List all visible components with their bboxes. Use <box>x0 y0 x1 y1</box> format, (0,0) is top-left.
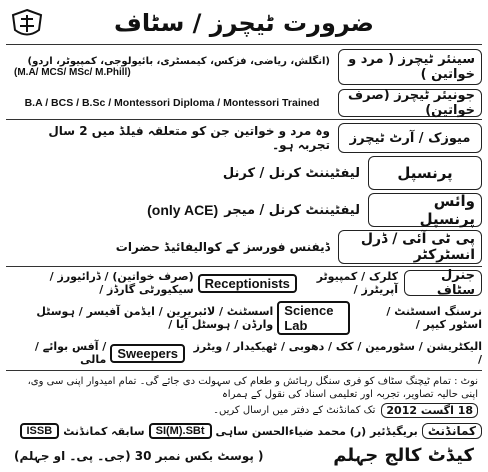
staff-line: کلرک / کمپیوٹر آپریٹرز / Receptionists (صرف خواتین) / ڈرائیورز / سیکیورٹی گارڈز / <box>49 270 398 296</box>
position-label: پرنسپل <box>368 156 482 190</box>
position-label: میوزک / آرٹ ٹیچرز <box>338 123 482 153</box>
position-label: سینئر ٹیچرز ( مرد و خواتین ) <box>338 49 482 85</box>
staff-line: نرسنگ اسسٹنٹ / اسٹور کیپر / Science Lab اسسٹنٹ / لائبریرین / ایڈمن آفیسر / ہوسٹل وارڈن / ہوسٹل آیا / <box>36 303 482 333</box>
commandant-name: بریگیڈئیر (ر) محمد ضیاءالحسن ساہی <box>215 424 418 438</box>
note-text: تک کمانڈنٹ کے دفتر میں ارسال کریں۔ <box>213 405 376 416</box>
position-label: جونیئر ٹیچرز (صرف خواتین) <box>338 89 482 117</box>
deadline-date: 18 اگست 2012 <box>381 403 478 418</box>
position-detail: ڈیفنس فورسز کے کوالیفائیڈ حضرات <box>115 240 330 254</box>
college-address: ( پوسٹ بکس نمبر 30 (جی۔ پی۔ او جہلم) <box>14 448 264 463</box>
commandant-credentials: SI(M).SBt <box>149 423 212 439</box>
position-label: پی ٹی آئی / ڈرل انسٹرکٹر <box>338 230 482 264</box>
position-row <box>6 156 482 190</box>
page-title: ضرورت ٹیچرز / سٹاف <box>114 9 374 37</box>
position-label: وائس پرنسپل <box>368 193 482 227</box>
position-detail: لیفٹیننٹ کرنل / میجر (only ACE) <box>147 202 360 218</box>
position-detail: لیفٹیننٹ کرنل / کرنل <box>222 165 360 181</box>
note-section <box>6 373 482 420</box>
position-row <box>6 89 482 117</box>
staff-line: الیکٹریشن / سٹورمین / کک / دھوبی / ٹھیکیدار / ویٹرز / Sweepers / آفس بوائے / مالی <box>34 340 482 366</box>
position-detail: وہ مرد و خواتین جن کو متعلقہ فیلڈ میں 2 سال تجربہ ہو۔ <box>48 124 330 152</box>
college-name: کیڈٹ کالج جہلم <box>333 445 474 466</box>
commandant-label: کمانڈنٹ <box>422 423 482 439</box>
note-text: نوٹ : تمام ٹیچنگ سٹاف کو فری سنگل رہائش و طعام کی سہولت دی جائے گی۔ تمام امیدوار اپنی سی وی، اپنی حالیہ تصاویر، تجربہ اور تعلیمی اسناد کی نقول کے ہمراہ <box>27 376 478 400</box>
divider <box>6 266 482 267</box>
position-row <box>6 123 482 153</box>
ad-header <box>6 4 482 42</box>
issb-badge: ISSB <box>20 423 60 439</box>
general-staff-section <box>6 270 482 296</box>
position-row <box>6 230 482 264</box>
position-detail: B.A / BCS / B.Sc / Montessori Diploma / Montessori Trained <box>24 97 320 109</box>
college-footer <box>6 445 482 466</box>
divider <box>6 370 482 371</box>
divider <box>6 119 482 120</box>
divider <box>6 44 482 45</box>
commandant-row <box>6 423 482 439</box>
position-detail: (انگلش، ریاضی، فزکس، کیمسٹری، بائیولوجی، کمپیوٹر، اردو) (M.A/ MCS/ MSc/ M.Phill) <box>14 56 330 78</box>
position-row <box>6 193 482 227</box>
position-row <box>6 49 482 85</box>
commandant-former-title: سابقہ کمانڈنٹ <box>63 424 145 438</box>
staff-label: جنرل سٹاف <box>404 270 482 296</box>
college-crest-icon <box>10 8 44 40</box>
